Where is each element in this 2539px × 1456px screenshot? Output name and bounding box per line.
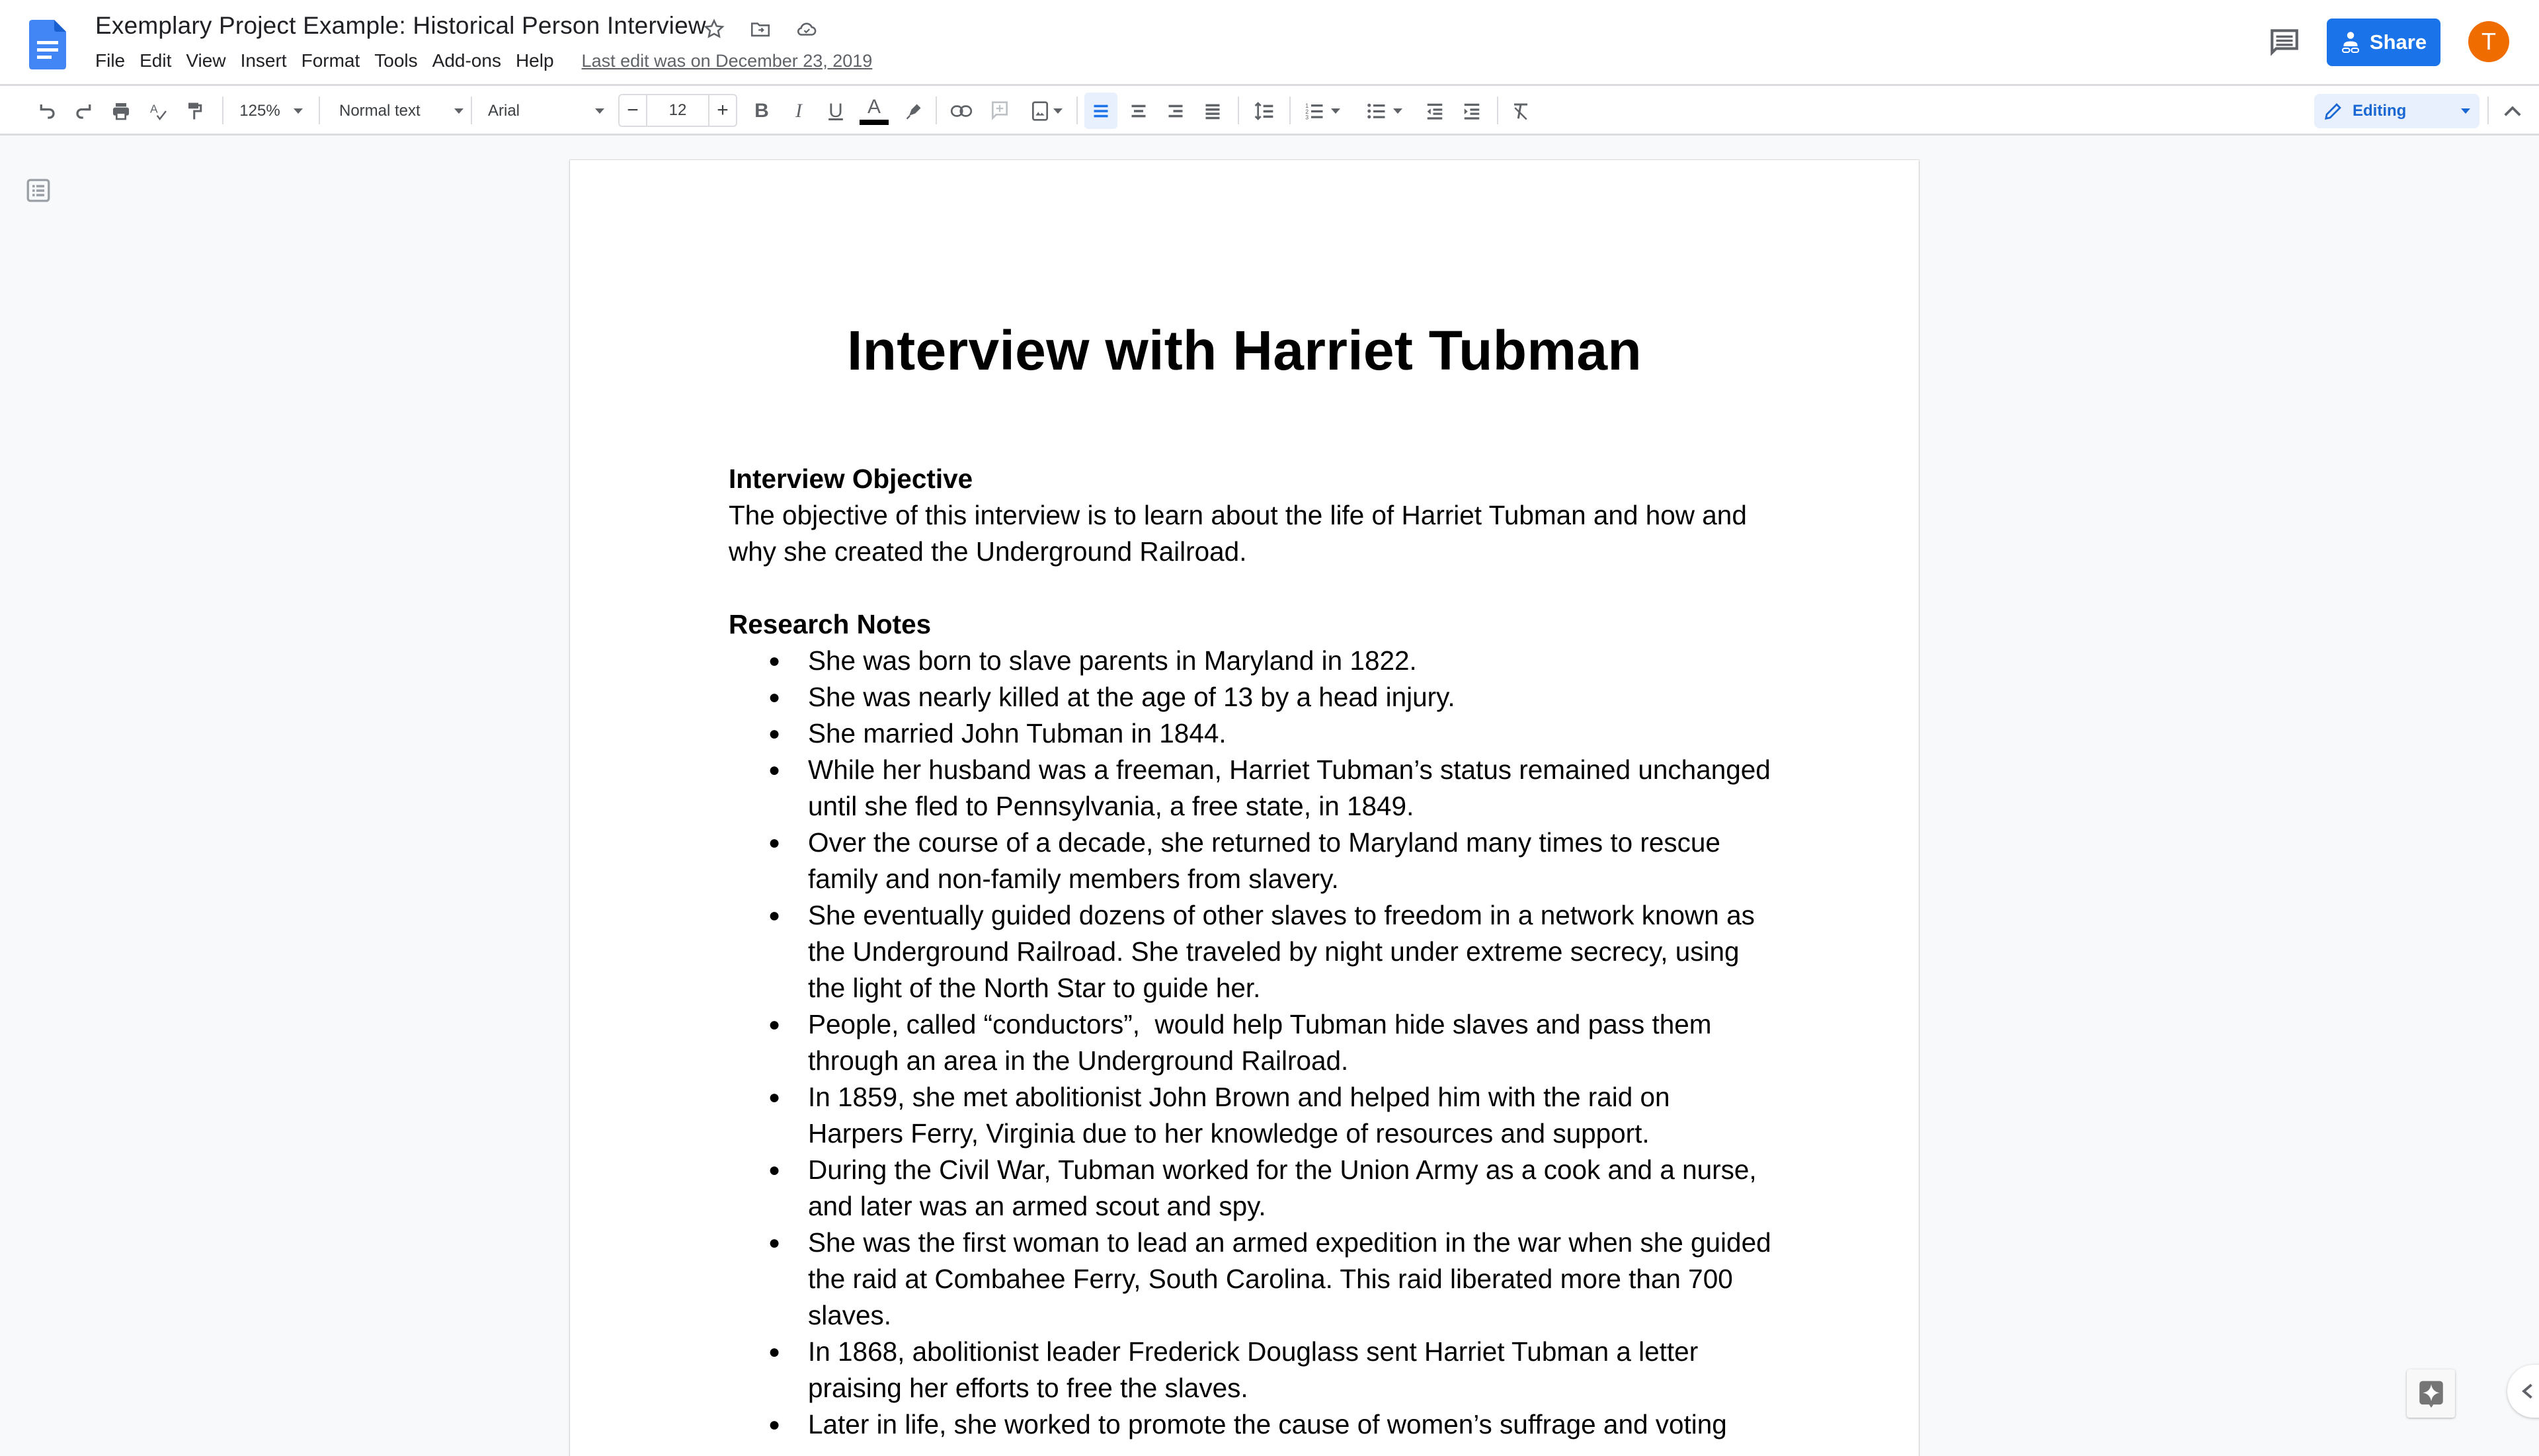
chevron-down-icon xyxy=(2461,108,2470,114)
cloud-saved-icon[interactable] xyxy=(793,16,820,42)
increase-indent-icon[interactable] xyxy=(1457,86,1486,136)
text-color-icon[interactable]: A xyxy=(858,86,890,136)
font-size-stepper xyxy=(618,94,737,127)
svg-text:A: A xyxy=(150,102,158,116)
explore-button[interactable] xyxy=(2407,1369,2455,1418)
objective-text-line: The objective of this interview is to learn about the life of Harriet Tubman and how and xyxy=(729,500,1747,530)
insert-comment-icon[interactable] xyxy=(985,86,1014,136)
research-notes-heading: Research Notes xyxy=(729,609,932,639)
svg-text:2: 2 xyxy=(1305,108,1309,115)
list-item: ● She married John Tubman in 1844. xyxy=(729,715,1787,752)
list-item: ● She was the first woman to lead an armed expedition in the war when she guided the raid at Combahee Ferry, South Carolina. This raid liberated more than 700 slaves. xyxy=(729,1225,1787,1334)
underline-icon[interactable]: U xyxy=(828,99,843,122)
menu-tools[interactable]: Tools xyxy=(374,50,418,71)
align-center-icon[interactable] xyxy=(1124,86,1153,136)
last-edit-link[interactable]: Last edit was on December 23, 2019 xyxy=(581,50,873,71)
undo-icon[interactable] xyxy=(33,86,61,136)
menu-insert[interactable]: Insert xyxy=(240,50,287,71)
explore-sparkle-icon xyxy=(2418,1380,2444,1408)
editing-mode-label: Editing xyxy=(2353,102,2407,120)
increase-font-size-button[interactable]: + xyxy=(717,99,729,121)
font-size-input[interactable]: 12 xyxy=(646,95,709,126)
italic-icon[interactable]: I xyxy=(795,99,802,122)
svg-text:3: 3 xyxy=(1305,114,1309,120)
decrease-indent-icon[interactable] xyxy=(1420,86,1449,136)
paragraph-style-dropdown[interactable]: Normal text xyxy=(334,86,466,136)
list-item: ● People, called “conductors”, would help Tubman hide slaves and pass them through an area in the Underground Railroad. xyxy=(729,1006,1787,1079)
redo-icon[interactable] xyxy=(70,86,98,136)
menu-view[interactable]: View xyxy=(186,50,226,71)
paint-format-icon[interactable] xyxy=(181,86,209,136)
list-item: ● She was nearly killed at the age of 13 by a head injury. xyxy=(729,679,1787,715)
objective-heading: Interview Objective xyxy=(729,464,973,494)
app-header xyxy=(0,0,2539,84)
objective-text-line: why she created the Underground Railroad. xyxy=(729,536,1247,567)
chevron-down-icon xyxy=(1053,108,1063,114)
bulleted-list-icon xyxy=(1367,101,1387,122)
font-family-dropdown[interactable]: Arial xyxy=(488,86,607,136)
share-button[interactable] xyxy=(2327,19,2440,66)
link-icon[interactable] xyxy=(947,86,976,136)
insert-image-dropdown[interactable] xyxy=(1024,86,1070,136)
list-item: ● In 1859, she met abolitionist John Brown and helped him with the raid on Harpers Ferry, Virginia due to her knowledge of resources and support. xyxy=(729,1079,1787,1152)
document-title[interactable]: Exemplary Project Example: Historical Person Interview xyxy=(95,12,706,39)
chevron-down-icon xyxy=(595,108,604,114)
menu-format[interactable]: Format xyxy=(301,50,360,71)
image-icon xyxy=(1031,101,1049,122)
bulleted-list-dropdown[interactable] xyxy=(1359,86,1410,136)
decrease-font-size-button[interactable]: − xyxy=(627,99,639,121)
align-justify-icon[interactable] xyxy=(1198,86,1227,136)
zoom-dropdown[interactable]: 125% xyxy=(235,86,307,136)
list-item: ● She was born to slave parents in Maryland in 1822. xyxy=(729,643,1787,679)
hide-menus-chevron-up-icon[interactable] xyxy=(2496,86,2529,136)
menu-file[interactable]: File xyxy=(95,50,126,71)
clear-formatting-icon[interactable] xyxy=(1506,86,1535,136)
chevron-left-icon xyxy=(2520,1383,2534,1400)
svg-text:1: 1 xyxy=(1305,102,1309,109)
line-spacing-icon[interactable] xyxy=(1248,86,1280,136)
chevron-down-icon xyxy=(454,108,463,114)
docs-logo-icon[interactable] xyxy=(29,20,66,69)
list-item: ● During the Civil War, Tubman worked for the Union Army as a cook and a nurse, and later was an armed scout and spy. xyxy=(729,1152,1787,1225)
align-right-icon[interactable] xyxy=(1161,86,1190,136)
research-notes-list xyxy=(729,643,1787,1443)
side-panel-toggle[interactable] xyxy=(2507,1365,2539,1418)
menu-bar xyxy=(93,50,872,71)
document-body xyxy=(729,461,1787,1443)
comment-history-icon[interactable] xyxy=(2268,25,2301,58)
list-item: ● Later in life, she worked to promote the cause of women’s suffrage and voting xyxy=(729,1406,1787,1443)
document-page[interactable] xyxy=(570,160,1919,1456)
menu-addons[interactable]: Add-ons xyxy=(432,50,501,71)
star-icon[interactable] xyxy=(701,16,727,42)
document-outline-icon[interactable] xyxy=(26,179,50,202)
share-person-icon xyxy=(2341,30,2360,54)
bold-icon[interactable]: B xyxy=(754,99,769,122)
document-heading: Interview with Harriet Tubman xyxy=(846,319,1642,382)
chevron-down-icon xyxy=(1393,108,1402,114)
formatting-toolbar xyxy=(0,86,2539,136)
menu-edit[interactable]: Edit xyxy=(140,50,172,71)
editing-mode-dropdown[interactable] xyxy=(2314,94,2479,128)
menu-help[interactable]: Help xyxy=(515,50,554,71)
highlight-icon[interactable] xyxy=(899,86,928,136)
pencil-icon xyxy=(2323,101,2343,121)
chevron-down-icon xyxy=(294,108,303,114)
account-avatar[interactable]: T xyxy=(2468,21,2509,62)
numbered-list-icon xyxy=(1305,101,1324,122)
list-item: ● She eventually guided dozens of other slaves to freedom in a network known as the Underground Railroad. She traveled by night under extreme secrecy, using the light of the North Star to guide her. xyxy=(729,897,1787,1006)
share-label: Share xyxy=(2369,30,2427,54)
list-item: ● In 1868, abolitionist leader Frederick Douglass sent Harriet Tubman a letter praising her efforts to free the slaves. xyxy=(729,1334,1787,1406)
numbered-list-dropdown[interactable] xyxy=(1297,86,1348,136)
spellcheck-icon[interactable] xyxy=(144,86,172,136)
list-item: ● Over the course of a decade, she returned to Maryland many times to rescue family and non-family members from slavery. xyxy=(729,825,1787,897)
print-icon[interactable] xyxy=(107,86,135,136)
chevron-down-icon xyxy=(1331,108,1340,114)
list-item: ● While her husband was a freeman, Harriet Tubman’s status remained unchanged until she fled to Pennsylvania, a free state, in 1849. xyxy=(729,752,1787,825)
align-left-icon[interactable] xyxy=(1086,86,1115,136)
move-folder-icon[interactable] xyxy=(747,16,774,42)
